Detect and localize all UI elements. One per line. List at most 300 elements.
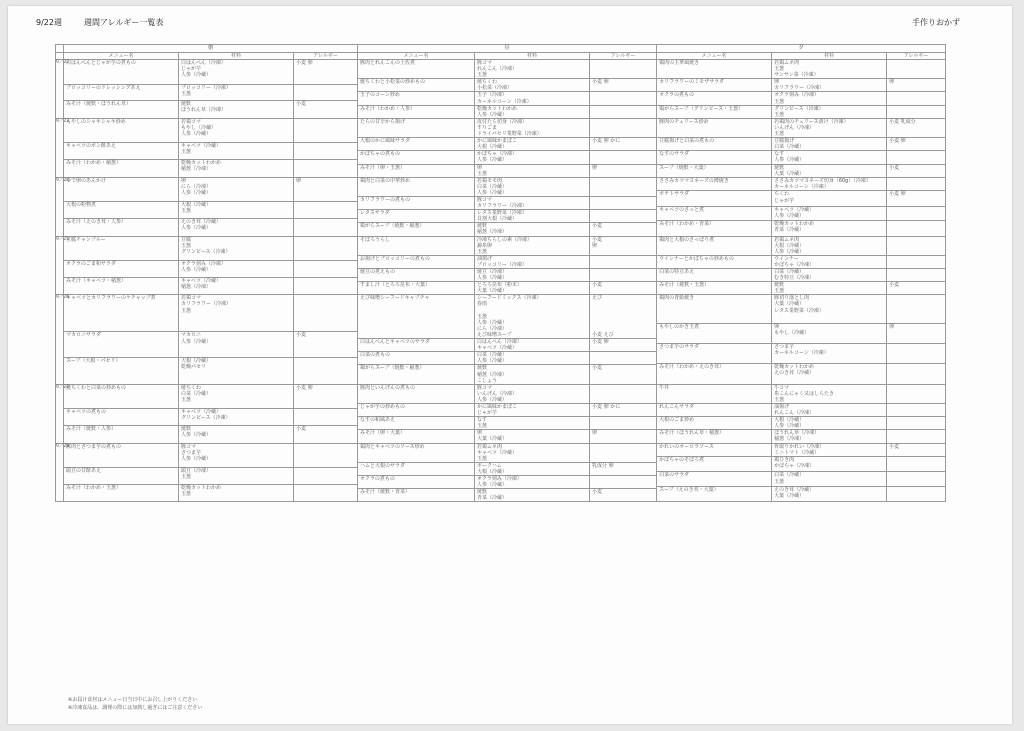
ingredient: 若鶏コマ <box>181 118 202 125</box>
menu-cell: 白菜の特豆あえ <box>657 269 772 282</box>
ingredient: シーフードミックス（冷凍） <box>477 295 542 302</box>
allergen-cell <box>887 60 946 79</box>
ingredient: 人参（冷蔵） <box>477 482 508 489</box>
allergen <box>296 219 355 225</box>
menu-cell: オクラの煮もの <box>657 92 772 105</box>
day-label: 9／22 <box>56 60 64 119</box>
menu-cell: お揚げとブロッコリーの煮もの <box>358 255 475 268</box>
ingredient: 若鶏ムネ肉 <box>774 60 800 66</box>
allergen-cell <box>590 210 657 223</box>
ingredient: 玉葱 <box>774 288 785 295</box>
allergen-cell <box>294 236 358 261</box>
ingredient: キャベツ（冷蔵） <box>181 277 222 284</box>
menu-cell: 焼ちくわと小松菜の炒めもの <box>358 79 475 92</box>
column-header: アレルギー <box>887 53 946 60</box>
ingredient: キャベツ（冷蔵） <box>774 206 815 213</box>
ingredient: カーネルコーン（冷凍） <box>774 349 829 356</box>
ingredients-cell <box>179 384 294 409</box>
ingredient: ちくわ <box>774 191 790 198</box>
allergen-cell <box>887 105 946 118</box>
ingredient: 人参（冷蔵） <box>181 189 212 196</box>
ingredients-cell <box>475 92 590 105</box>
allergen <box>889 344 943 350</box>
ingredient: 大根（冷蔵） <box>477 144 508 151</box>
ingredient: 大根（冷蔵） <box>181 358 212 365</box>
menu-cell: 鶏肉と白菜の中華炒め <box>358 177 475 196</box>
ingredient: 白菜（冷蔵） <box>181 390 212 397</box>
ingredient: 骨取りかれい（冷凍） <box>774 443 825 450</box>
allergen-cell <box>590 164 657 177</box>
ingredient: ブロッコリー（冷凍） <box>181 84 231 91</box>
menu-cell: 鶏肉と大根のさっぱり煮 <box>657 236 772 255</box>
ingredient: 頭豆（冷凍） <box>181 468 212 475</box>
ingredient: ミニトマト（冷蔵） <box>774 449 820 456</box>
allergen: 小麦 乳成分 <box>889 118 916 125</box>
ingredient: こしょう <box>477 377 498 384</box>
allergen <box>889 487 943 493</box>
allergen <box>889 106 943 112</box>
ingredient: 冷凍ちらしの素（冷凍） <box>477 236 533 243</box>
ingredient: 稲葱（冷凍） <box>774 436 805 443</box>
allergen: 小麦 <box>889 164 900 171</box>
ingredient: オクラ刻み（冷凍） <box>774 92 819 99</box>
menu-cell: みそ汁（焼麩・青菜） <box>358 489 475 502</box>
ingredients-cell <box>772 295 887 323</box>
ingredients-cell <box>475 79 590 92</box>
ingredients-cell <box>179 443 294 468</box>
allergen <box>592 178 654 184</box>
ingredients-cell <box>475 295 590 339</box>
allergen-cell <box>294 101 358 119</box>
allergen: 乳成分 卵 <box>592 462 614 469</box>
ingredients-cell <box>179 118 294 143</box>
ingredients-cell <box>772 138 887 151</box>
ingredient: 玉葱 <box>477 423 488 430</box>
meal-label: 夕 <box>657 45 946 53</box>
ingredient: 焼麩 <box>477 223 488 230</box>
allergen <box>889 178 943 184</box>
allergen-cell <box>294 468 358 485</box>
meal-label: 朝 <box>64 45 358 53</box>
ingredient: キャベツ（冷蔵） <box>181 143 222 150</box>
ingredient: 玉葱 <box>774 111 785 118</box>
ingredient: 人参（冷蔵） <box>181 455 212 462</box>
allergen: 小麦 <box>889 282 900 289</box>
ingredient: 稲葱（冷凍） <box>477 229 508 236</box>
allergen-cell <box>294 60 358 85</box>
allergen: 小麦 <box>592 223 603 230</box>
ingredient: じゃが芋 <box>774 197 795 204</box>
menu-cell: スープ（焼麩・大葉） <box>657 164 772 177</box>
ingredients-cell <box>772 364 887 384</box>
ingredient: 豚コマ <box>181 443 197 450</box>
ingredient: 小松菜（冷凍） <box>477 85 513 92</box>
allergen-cell <box>887 323 946 343</box>
ingredients-cell <box>772 105 887 118</box>
day-label: 9／27 <box>56 384 64 443</box>
ingredient: れんこん（冷凍） <box>774 410 815 417</box>
ingredient: かぼちゃ（冷凍） <box>774 261 815 268</box>
menu-cell: ブロッコリーのドレッシングあえ <box>64 84 179 101</box>
ingredient: 青菜（冷蔵） <box>774 227 805 234</box>
allergen: 小麦 卵 かに <box>592 403 621 410</box>
allergen <box>296 261 355 267</box>
menu-cell: キャベツのポン酢あえ <box>64 143 179 160</box>
allergy-sheet <box>8 6 1012 724</box>
ingredient: 油揚げ <box>477 255 493 262</box>
menu-cell: ポテトサラダ <box>657 191 772 206</box>
ingredient: 人参（冷蔵） <box>774 157 805 164</box>
ingredients-cell <box>772 191 887 206</box>
menu-cell: キャベツとカリフラワーのケチャップ煮 <box>64 295 179 332</box>
allergen-cell <box>887 430 946 443</box>
allergen <box>296 119 355 125</box>
allergen-cell <box>887 417 946 430</box>
ingredient: 牛コマ <box>774 384 790 391</box>
ingredient: 大根（冷蔵） <box>477 468 508 475</box>
ingredient: ウインナー <box>774 255 799 262</box>
menu-cell: 豚肉とさつま芋の煮もの <box>64 443 179 468</box>
allergen-cell <box>590 92 657 105</box>
allergen-cell <box>590 151 657 164</box>
allergen-cell <box>887 282 946 295</box>
ingredients-cell <box>772 164 887 177</box>
ingredients-cell <box>772 177 887 191</box>
ingredient: 玉葱 <box>477 248 488 255</box>
day-subrow <box>56 443 946 457</box>
allergen <box>889 237 943 243</box>
allergen <box>592 210 654 216</box>
menu-cell: ハムと大根のサラダ <box>358 462 475 475</box>
ingredient: にら（冷凍） <box>181 183 212 190</box>
ingredient: 青菜（冷蔵） <box>477 495 508 502</box>
menu-cell: 豆腐チャンプルー <box>64 236 179 261</box>
ingredient: にら（冷凍） <box>477 325 508 332</box>
ingredients-cell <box>772 92 887 105</box>
ingredient: えのき茸（冷蔵） <box>774 487 815 494</box>
ingredients-cell <box>475 339 590 352</box>
allergen-cell <box>887 443 946 457</box>
allergen-cell <box>294 177 358 202</box>
ingredients-cell <box>179 202 294 219</box>
ingredient: 乾燥カットわかめ <box>181 484 221 491</box>
ingredients-cell <box>475 223 590 236</box>
ingredient: 大根（冷蔵） <box>774 417 805 424</box>
column-header: 材料 <box>179 53 294 60</box>
allergen <box>889 430 943 436</box>
allergen-cell <box>294 118 358 143</box>
allergen-cell <box>887 364 946 384</box>
ingredients-cell <box>179 177 294 202</box>
allergen-cell <box>887 191 946 206</box>
ingredient: カリフラワー（冷凍） <box>181 301 232 308</box>
allergen-cell <box>887 92 946 105</box>
ingredient: 鶏ひき肉 <box>774 457 795 464</box>
menu-cell: 焼ちくわと白菜の炒めもの <box>64 384 179 409</box>
menu-cell: 鶏がらスープ（グリンピース・玉葱） <box>657 105 772 118</box>
menu-cell: オクラのごま和サラダ <box>64 261 179 278</box>
allergen <box>296 295 355 301</box>
ingredient: マカロニ <box>181 332 202 339</box>
allergen-cell <box>294 332 358 358</box>
ingredient: オクラ刻み（冷凍） <box>477 476 522 482</box>
allergen-cell <box>887 177 946 191</box>
allergen-cell <box>590 223 657 236</box>
ingredient: 豆腐揚げ <box>774 138 795 145</box>
ingredient: ささみカツマヨネーズ切身（60g）（冷凍） <box>774 177 871 184</box>
ingredient: カーネルコーン（冷凍） <box>477 98 532 105</box>
allergen-cell <box>887 138 946 151</box>
menu-cell: 鶏肉の主華風焼き <box>657 60 772 79</box>
ingredient: なす <box>774 151 785 158</box>
ingredients-cell <box>179 60 294 85</box>
allergen-cell <box>887 487 946 502</box>
ingredients-cell <box>179 468 294 485</box>
ingredient: 稲葱（冷凍） <box>181 283 212 290</box>
allergen <box>889 364 943 370</box>
ingredient: 焼ちくわ <box>477 79 498 86</box>
menu-cell: 玉子のコーン炒め <box>358 92 475 105</box>
menu-cell: なすのサラダ <box>657 151 772 164</box>
header-left <box>36 17 163 28</box>
ingredient: 人参（冷蔵） <box>181 338 212 345</box>
ingredients-cell <box>475 476 590 489</box>
allergen: 小麦 <box>889 443 900 450</box>
ingredient: 玉葱 <box>477 72 488 79</box>
menu-cell: カリフラワーの煮もの <box>358 196 475 209</box>
ingredient: ほうれん草（冷凍） <box>774 430 820 437</box>
allergen <box>592 151 654 157</box>
ingredients-cell <box>772 472 887 487</box>
allergy-table <box>55 44 946 502</box>
menu-cell: 鶏がらスープ（焼麩・稲葱） <box>358 365 475 384</box>
allergen-cell <box>294 84 358 101</box>
ingredient: 皮付たら切身（冷凍） <box>477 118 528 125</box>
ingredients-cell <box>772 255 887 268</box>
allergen-cell <box>590 462 657 475</box>
allergen-cell <box>590 295 657 339</box>
allergen <box>296 143 355 149</box>
ingredients-cell <box>772 206 887 221</box>
allergen-cell <box>590 105 657 118</box>
menu-cell: みそ汁（わかめ・稲葱） <box>64 160 179 178</box>
ingredient: 乾燥カットわかめ <box>774 364 815 371</box>
allergen-cell <box>887 457 946 472</box>
allergen-cell <box>590 476 657 489</box>
menu-cell: 白菜のサラダ <box>657 472 772 487</box>
ingredients-cell <box>179 84 294 101</box>
menu-cell: 豚肉といんげんの煮もの <box>358 384 475 403</box>
menu-cell: 白菜の煮もの <box>358 352 475 365</box>
allergen: 小麦 <box>592 282 603 289</box>
menu-cell: たらの甘辛から揚げ <box>358 118 475 137</box>
ingredients-cell <box>179 101 294 119</box>
ingredient: いんげん（冷凍） <box>774 124 815 131</box>
ingredients-cell <box>475 138 590 151</box>
allergen: 小麦 <box>592 365 603 372</box>
ingredients-cell <box>772 282 887 295</box>
ingredients-cell <box>475 417 590 430</box>
allergen <box>889 256 943 262</box>
menu-cell: 頭豆の甘酢あえ <box>64 468 179 485</box>
ingredients-cell <box>772 269 887 282</box>
ingredient: 稲葱（冷凍） <box>181 166 212 173</box>
allergen <box>296 444 355 450</box>
ingredients-cell <box>772 403 887 416</box>
ingredient: 玉葱 <box>181 474 192 481</box>
ingredient: 焼麩 <box>477 365 488 372</box>
ingredients-cell <box>179 143 294 160</box>
ingredients-cell <box>179 218 294 236</box>
ingredient: 人参（冷蔵） <box>477 275 508 282</box>
ingredient: 人参（冷蔵） <box>477 396 508 403</box>
allergen <box>296 468 355 474</box>
allergen-cell <box>294 202 358 219</box>
menu-cell: みそ汁（卵・大葉） <box>358 430 475 443</box>
ingredients-cell <box>475 269 590 282</box>
allergen-cell <box>590 79 657 92</box>
allergen <box>592 444 654 450</box>
week-label: 9/22週 <box>36 18 62 27</box>
ingredient: 若鶏ムネ肉 <box>477 443 503 450</box>
ingredient: 焼麩 <box>477 489 488 496</box>
column-header: アレルギー <box>294 53 358 60</box>
allergen: 卵 <box>592 430 598 437</box>
allergen-cell <box>590 384 657 403</box>
meal-label: 昼 <box>358 45 657 53</box>
allergen-cell <box>887 151 946 164</box>
ingredient: 玉葱 <box>774 478 785 485</box>
column-header-row <box>56 53 946 60</box>
allergen <box>296 202 355 208</box>
menu-cell: 大根の粉物煮 <box>64 202 179 219</box>
ingredients-cell <box>475 282 590 295</box>
allergen <box>592 119 654 125</box>
ingredient: 玉葱 <box>477 313 488 320</box>
ingredients-cell <box>475 210 590 223</box>
column-header: 材料 <box>772 53 887 60</box>
allergen: 卵 <box>889 323 895 330</box>
allergen-cell <box>294 384 358 409</box>
allergen-cell <box>590 403 657 416</box>
allergen: 卵 <box>592 164 598 171</box>
column-header: メニュー名 <box>64 53 179 60</box>
ingredients-cell <box>772 60 887 79</box>
allergen: 卵 <box>296 177 302 184</box>
menu-cell: 豚肉とれんこんの土佐煮 <box>358 60 475 79</box>
ingredients-cell <box>772 443 887 457</box>
menu-cell: 鶏肉の青姫焼き <box>657 295 772 323</box>
menu-cell: かれいのオーロラソース <box>657 443 772 457</box>
allergen <box>592 60 654 66</box>
allergen <box>889 151 943 157</box>
ingredient: 玉葱 <box>181 90 192 97</box>
menu-cell: みそ汁（わかめ・えのき茸） <box>657 364 772 384</box>
allergen <box>889 207 943 213</box>
allergen: えび <box>592 295 603 302</box>
allergen-cell <box>590 339 657 352</box>
ingredients-cell <box>179 484 294 502</box>
allergen <box>592 476 654 482</box>
ingredient: 若鶏ムネ肉 <box>774 236 800 243</box>
ingredient: えび味噌スープ <box>477 331 512 338</box>
allergen <box>592 256 654 262</box>
allergen-cell <box>590 489 657 502</box>
footnote: ※冷凍食品は、調理の際には加熱し過ぎにはご注意ください <box>68 705 203 711</box>
ingredient: 人参（冷蔵） <box>181 224 212 231</box>
ingredient: 玉葱 <box>774 396 785 403</box>
ingredient: キャベツ（冷蔵） <box>181 409 222 416</box>
ingredients-cell <box>475 151 590 164</box>
allergen <box>592 92 654 98</box>
header-right-title: 手作りおかず <box>912 18 960 27</box>
menu-cell: 大根のごま炒め <box>657 417 772 430</box>
allergen-cell <box>294 218 358 236</box>
allergen-cell <box>887 221 946 236</box>
corner-cell <box>56 45 64 53</box>
allergen: 小麦 卵 <box>889 138 906 145</box>
ingredient: かに風味かまぼこ <box>477 403 518 410</box>
allergen-cell <box>294 261 358 278</box>
ingredients-cell <box>772 430 887 443</box>
ingredient: 若鶏モモ肉 <box>477 177 503 184</box>
ingredient: 卵 <box>181 177 187 184</box>
menu-cell: キャベツのさっと煮 <box>657 206 772 221</box>
ingredients-cell <box>772 236 887 255</box>
allergen <box>592 106 654 112</box>
ingredients-cell <box>772 487 887 502</box>
allergen-cell <box>590 196 657 209</box>
ingredient: 乾燥カットわかめ <box>774 221 815 228</box>
day-subrow <box>56 118 946 137</box>
ingredient: 玉葱 <box>181 149 192 156</box>
ingredient: もやし（冷蔵） <box>774 329 810 336</box>
allergen-cell <box>590 138 657 151</box>
menu-cell: カリフラワーのミモザサラダ <box>657 79 772 92</box>
ingredient: 人参（冷蔵） <box>477 157 508 164</box>
ingredient: もやし（冷蔵） <box>181 124 217 131</box>
ingredient: 人参（冷蔵） <box>477 358 508 365</box>
menu-cell: レタスサラダ <box>358 210 475 223</box>
ingredients-cell <box>475 196 590 209</box>
ingredients-cell <box>475 177 590 196</box>
menu-cell: みそ汁（ほうれん草・稲葱） <box>657 430 772 443</box>
ingredients-cell <box>179 295 294 332</box>
allergen: 小麦 卵 <box>592 339 609 346</box>
ingredients-cell <box>772 384 887 403</box>
menu-cell: 鶏肉とキャベツのソース炒め <box>358 443 475 462</box>
menu-cell: ウインナーとかぼちゃの炒めもの <box>657 255 772 268</box>
allergen: 小麦 <box>592 236 603 243</box>
column-header: メニュー名 <box>358 53 475 60</box>
ingredients-cell <box>179 277 294 295</box>
allergen-cell <box>590 365 657 384</box>
ingredient: 白菜（冷蔵） <box>477 352 508 359</box>
ingredient: 春雨 <box>477 301 488 308</box>
ingredients-cell <box>772 323 887 343</box>
menu-cell: 牛丼 <box>657 384 772 403</box>
ingredient: 乾燥カットわかめ <box>181 160 221 167</box>
menu-cell: スープ（大根・パセリ） <box>64 358 179 384</box>
allergen-cell <box>294 295 358 332</box>
ingredients-cell <box>475 60 590 79</box>
ingredient: 人参（冷蔵） <box>477 319 508 326</box>
allergen <box>296 237 355 243</box>
allergen-cell <box>887 164 946 177</box>
ingredient: えのき茸（冷蔵） <box>774 370 815 377</box>
menu-cell: みそ汁（キャベツ・稲葱） <box>64 277 179 295</box>
ingredients-cell <box>475 443 590 462</box>
